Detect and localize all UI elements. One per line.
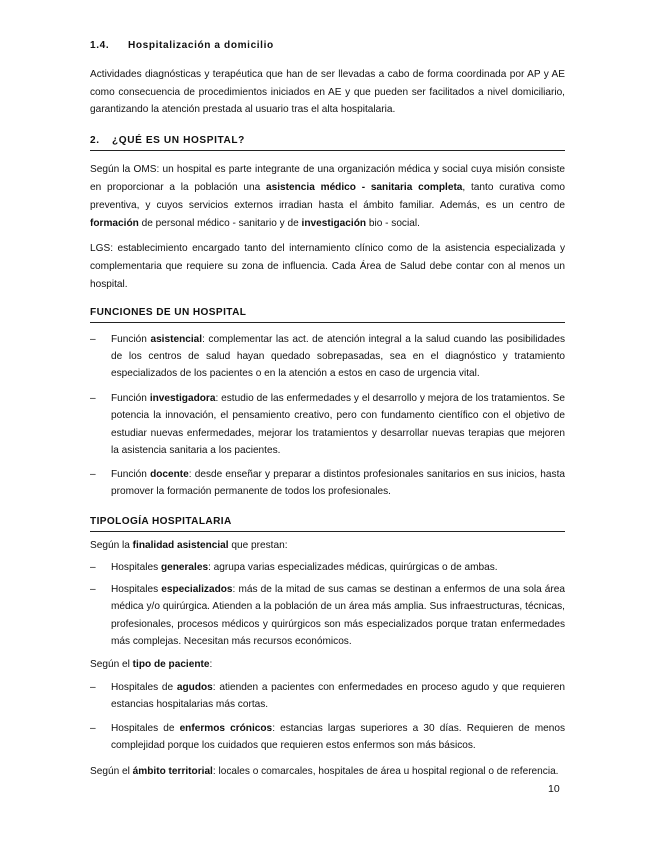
dash-bullet: – bbox=[90, 333, 96, 345]
item-bold-term: docente bbox=[150, 468, 189, 480]
oms-bold-term: investigación bbox=[301, 217, 367, 229]
item-prefix: Hospitales bbox=[111, 583, 162, 595]
finalidad-intro bbox=[90, 538, 565, 554]
territorial-paragraph bbox=[90, 763, 565, 781]
intro-text: Según el bbox=[90, 658, 133, 670]
item-text: : más de la mitad de sus camas se destinan a enfermos de una sola área médica y/o quirúrgica. Atienden a la población de un área más amplia. Sus infraestructuras, técnicas, profesionales, procesos médicos y quirúrgicos son más especializados porque tratan enfermedades más complejas. Necesitan más recursos económicos. bbox=[111, 583, 566, 647]
item-prefix: Función bbox=[111, 333, 151, 345]
territorial-text: Según el bbox=[90, 765, 133, 777]
finalidad-list bbox=[90, 560, 565, 651]
paciente-list bbox=[90, 679, 565, 755]
item-text: : agrupa varias especializades médicas, quirúrgicas o de ambas. bbox=[208, 561, 498, 573]
lgs-definition-paragraph: LGS: establecimiento encargado tanto del internamiento clínico como de la asistencia especializada y complementaria que requiere su zona de influencia. Cada Área de Salud debe contar con al menos un hospital. bbox=[90, 242, 565, 290]
item-text: : desde enseñar y preparar a distintos profesionales sanitarios en sus inicios, hasta promover la formación permanente de todos los profesionales. bbox=[111, 468, 566, 497]
section-2-heading bbox=[90, 133, 565, 151]
list-item bbox=[90, 581, 565, 651]
oms-bold-term: asistencia médico - sanitaria completa bbox=[266, 181, 463, 193]
item-bold-term: especializados bbox=[161, 583, 233, 595]
dash-bullet: – bbox=[90, 583, 96, 595]
territorial-text: : locales o comarcales, hospitales de área u hospital regional o de referencia. bbox=[212, 765, 559, 777]
list-item bbox=[90, 679, 565, 714]
item-text: : complementar las act. de atención integral a la salud cuando las posibilidades de los centros de salud hayan quedado sobrepasadas, sea en el diagnóstico y tratamiento especializados de los pacientes o en la atención a estos en caso de urgencia vital. bbox=[111, 333, 565, 379]
intro-text: Según la bbox=[90, 539, 133, 551]
item-prefix: Hospitales de bbox=[111, 722, 180, 734]
tipologia-heading: TIPOLOGÍA HOSPITALARIA bbox=[90, 514, 565, 532]
section-1-4-paragraph: Actividades diagnósticas y terapéutica que han de ser llevadas a cabo de forma coordinada por AP y AE como consecuencia de procedimientos iniciados en AE y que pueden ser facilitados a nivel domiciliario, garantizando la atención prestada al usuario tras el alta hospitalaria. bbox=[90, 69, 565, 115]
item-text: : estudio de las enfermedades y el desarrollo y mejora de los tratamientos. Se potencia la innovación, el pensamiento creativo, pero con fundamento científico con el objetivo de estudiar nuevas enfermedades, mejorar los tratamientos y desarrollar nuevas terapias que mejoren la asistencia sanitaria a los pacientes. bbox=[111, 392, 566, 456]
territorial-bold-term: ámbito territorial bbox=[132, 765, 213, 777]
oms-text: , tanto curativa como preventiva, y cuyos servicios externos irradian hasta el ámbito familiar. Además, es un centro de bbox=[90, 181, 565, 211]
page-number: 10 bbox=[548, 783, 560, 795]
item-bold-term: asistencial bbox=[150, 333, 203, 345]
list-item bbox=[90, 331, 565, 382]
item-bold-term: enfermos crónicos bbox=[179, 722, 273, 734]
item-text: : estancias largas superiores a 30 días. Requieren de menos complejidad porque los cuidados que requieren estos enfermos son más básicos. bbox=[111, 722, 565, 751]
item-prefix: Función bbox=[111, 468, 151, 480]
oms-text: Según la OMS: un hospital es parte integrante de una organización médica y social cuya misión consiste en proporcionar a la población una bbox=[90, 163, 565, 193]
section-number: 2. bbox=[90, 134, 100, 146]
section-number: 1.4. bbox=[90, 40, 110, 51]
item-bold-term: generales bbox=[160, 561, 209, 573]
oms-definition-paragraph bbox=[90, 161, 565, 233]
item-bold-term: investigadora bbox=[149, 392, 216, 404]
list-item bbox=[90, 466, 565, 501]
oms-text: bio - social. bbox=[366, 217, 420, 229]
item-bold-term: agudos bbox=[176, 681, 213, 693]
dash-bullet: – bbox=[90, 392, 96, 404]
intro-text: : bbox=[209, 658, 213, 670]
funciones-heading: FUNCIONES DE UN HOSPITAL bbox=[90, 305, 565, 323]
item-text: : atienden a pacientes con enfermedades en proceso agudo y que requieren estancias hospitalarias más cortas. bbox=[111, 681, 565, 710]
intro-bold-term: finalidad asistencial bbox=[132, 539, 229, 551]
dash-bullet: – bbox=[90, 468, 96, 480]
section-1-4-heading bbox=[90, 38, 565, 55]
dash-bullet: – bbox=[90, 681, 96, 693]
section-title: ¿QUÉ ES UN HOSPITAL? bbox=[112, 134, 245, 146]
document-page bbox=[90, 38, 565, 780]
funciones-list bbox=[90, 331, 565, 501]
dash-bullet: – bbox=[90, 561, 96, 573]
section-title: Hospitalización a domicilio bbox=[128, 40, 274, 51]
item-prefix: Hospitales bbox=[111, 561, 161, 573]
list-item bbox=[90, 720, 565, 755]
item-prefix: Función bbox=[111, 392, 150, 404]
item-prefix: Hospitales de bbox=[111, 681, 177, 693]
dash-bullet: – bbox=[90, 722, 96, 734]
oms-text: de personal médico - sanitario y de bbox=[138, 217, 302, 229]
intro-text: que prestan: bbox=[228, 539, 288, 551]
oms-bold-term: formación bbox=[90, 217, 139, 229]
list-item bbox=[90, 390, 565, 460]
list-item bbox=[90, 560, 565, 576]
paciente-intro bbox=[90, 657, 565, 673]
intro-bold-term: tipo de paciente bbox=[132, 658, 210, 670]
